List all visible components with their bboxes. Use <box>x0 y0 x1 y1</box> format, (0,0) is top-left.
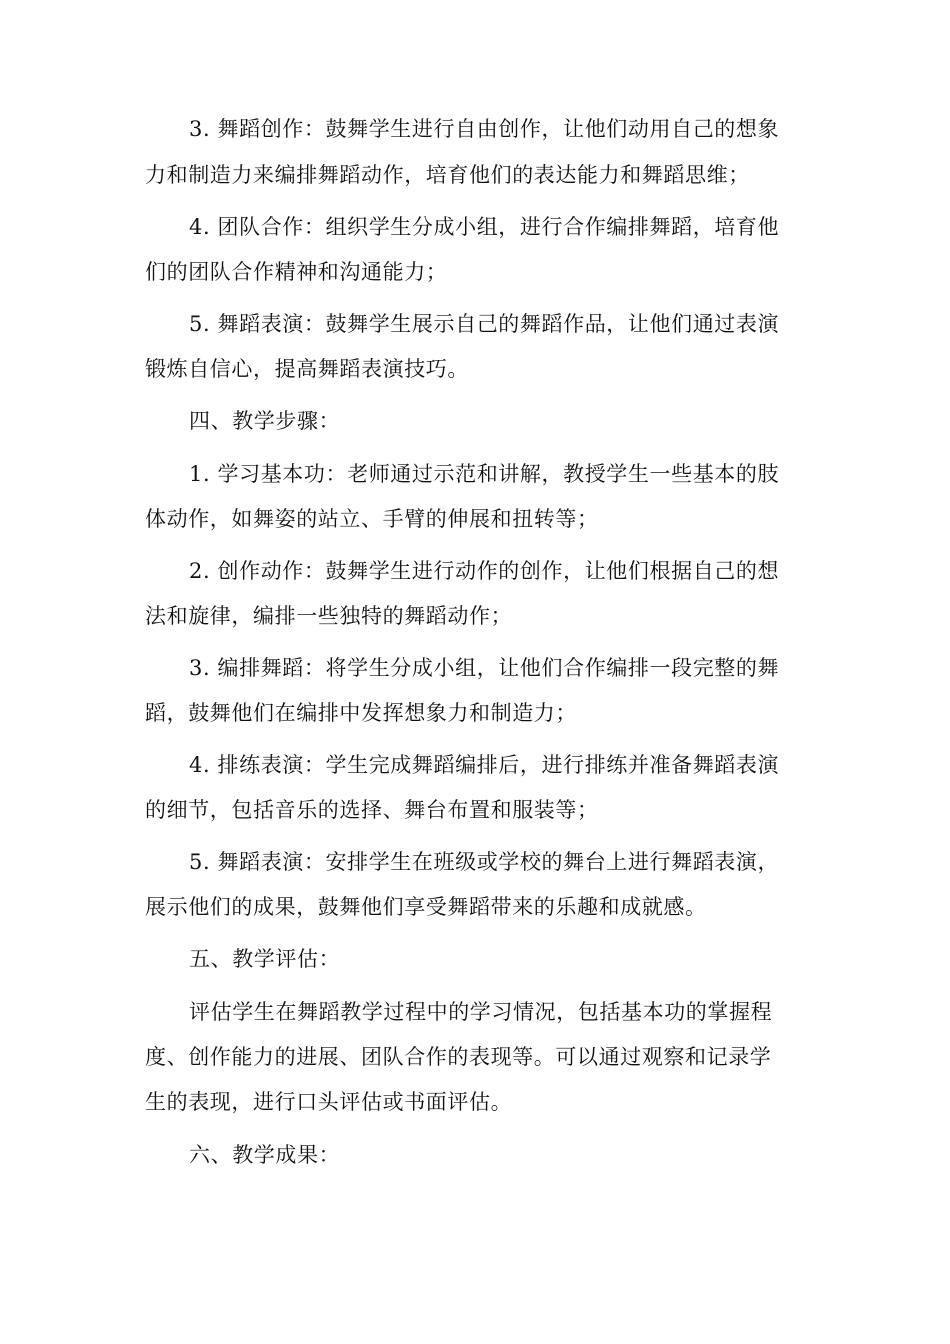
text-line: 蹈，鼓舞他们在编排中发挥想象力和制造力； <box>145 701 577 725</box>
text-line: 4. 排练表演：学生完成舞蹈编排后，进行排练并准备舞蹈表演 <box>189 753 780 777</box>
text-line: 5. 舞蹈表演：鼓舞学生展示自己的舞蹈作品，让他们通过表演 <box>189 312 780 336</box>
text-line: 3. 编排舞蹈：将学生分成小组，让他们合作编排一段完整的舞 <box>189 656 780 680</box>
text-line: 2. 创作动作：鼓舞学生进行动作的创作，让他们根据自己的想 <box>189 559 780 583</box>
text-line: 4. 团队合作：组织学生分成小组，进行合作编排舞蹈，培育他 <box>189 215 780 239</box>
text-line: 3. 舞蹈创作：鼓舞学生进行自由创作，让他们动用自己的想象 <box>189 117 780 141</box>
section-heading: 四、教学步骤： <box>189 409 341 433</box>
text-line: 5. 舞蹈表演：安排学生在班级或学校的舞台上进行舞蹈表演， <box>189 850 780 874</box>
text-line: 力和制造力来编排舞蹈动作，培育他们的表达能力和舞蹈思维； <box>145 163 750 187</box>
text-line: 体动作，如舞姿的站立、手臂的伸展和扭转等； <box>145 507 599 531</box>
text-line: 法和旋律，编排一些独特的舞蹈动作； <box>145 604 513 628</box>
text-line: 度、创作能力的进展、团队合作的表现等。可以通过观察和记录学 <box>145 1045 772 1069</box>
text-line: 1. 学习基本功：老师通过示范和讲解，教授学生一些基本的肢 <box>189 462 780 486</box>
section-heading: 六、教学成果： <box>189 1143 341 1167</box>
text-line: 评估学生在舞蹈教学过程中的学习情况，包括基本功的掌握程 <box>189 1000 773 1024</box>
text-line: 生的表现，进行口头评估或书面评估。 <box>145 1090 513 1114</box>
text-line: 锻炼自信心，提高舞蹈表演技巧。 <box>145 357 469 381</box>
section-heading: 五、教学评估： <box>189 947 341 971</box>
text-line: 的细节，包括音乐的选择、舞台布置和服装等； <box>145 798 599 822</box>
text-line: 展示他们的成果，鼓舞他们享受舞蹈带来的乐趣和成就感。 <box>145 895 707 919</box>
text-line: 们的团队合作精神和沟通能力； <box>145 260 448 284</box>
